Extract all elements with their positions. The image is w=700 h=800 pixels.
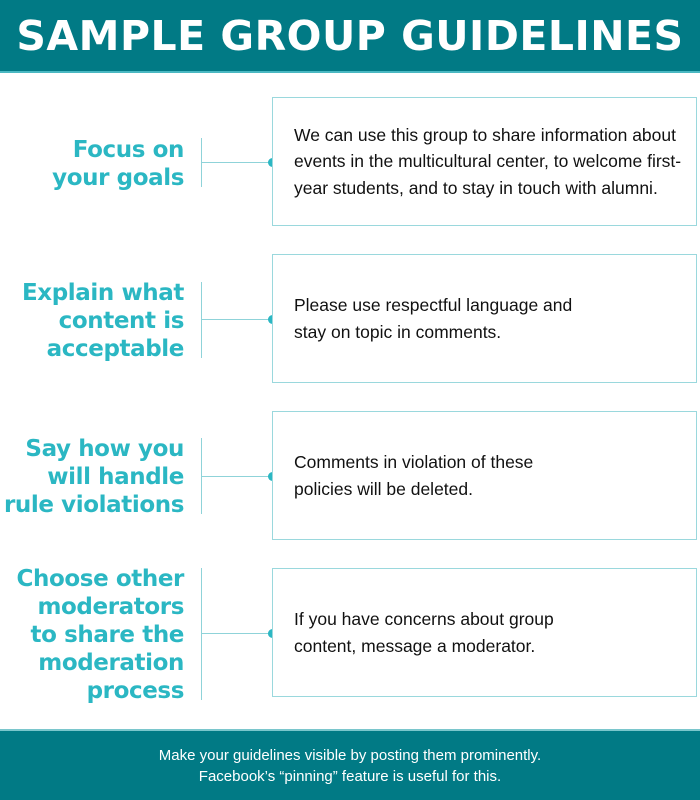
label-line: to share the: [30, 622, 184, 648]
connector-vertical: [201, 568, 202, 700]
guideline-text: Comments in violation of these policies will be deleted.: [294, 452, 534, 499]
connector-horizontal: [202, 633, 273, 634]
connector-horizontal: [202, 319, 273, 320]
guideline-box: [272, 411, 697, 540]
guideline-box: [272, 254, 697, 383]
label-line: Choose other: [16, 566, 184, 592]
label-line: rule violations: [3, 492, 184, 518]
guideline-box: [272, 568, 697, 697]
header-banner: [0, 0, 700, 73]
guideline-label: [52, 136, 184, 192]
footer-line-1: Make your guidelines visible by posting them prominently.: [158, 746, 542, 764]
connector-vertical: [201, 282, 202, 358]
label-line: acceptable: [46, 336, 184, 362]
label-line: moderation: [38, 650, 184, 676]
guideline-text: If you have concerns about group content, message a moderator.: [294, 609, 554, 656]
label-line: Say how you: [25, 436, 184, 462]
guideline-text: Please use respectful language and stay on topic in comments.: [294, 295, 573, 342]
guideline-label: [4, 435, 184, 519]
connector-horizontal: [202, 476, 273, 477]
label-line: process: [86, 678, 184, 704]
label-line: Focus on: [72, 137, 184, 163]
label-line: will handle: [47, 464, 184, 490]
page-title: SAMPLE GROUP GUIDELINES: [16, 11, 684, 60]
label-line: moderators: [37, 594, 184, 620]
label-line: Explain what: [21, 280, 184, 306]
footer-banner: [0, 729, 700, 800]
guideline-label: [22, 279, 184, 363]
guideline-label: [17, 565, 184, 705]
guideline-box: [272, 97, 697, 226]
guideline-text: We can use this group to share information about events in the multicultural center, to welcome first-year students, and to stay in touch with alumni.: [294, 124, 682, 198]
connector-horizontal: [202, 162, 273, 163]
label-line: your goals: [52, 165, 184, 191]
footer-line-2: Facebook’s “pinning” feature is useful for this.: [198, 767, 502, 785]
label-line: content is: [58, 308, 184, 334]
